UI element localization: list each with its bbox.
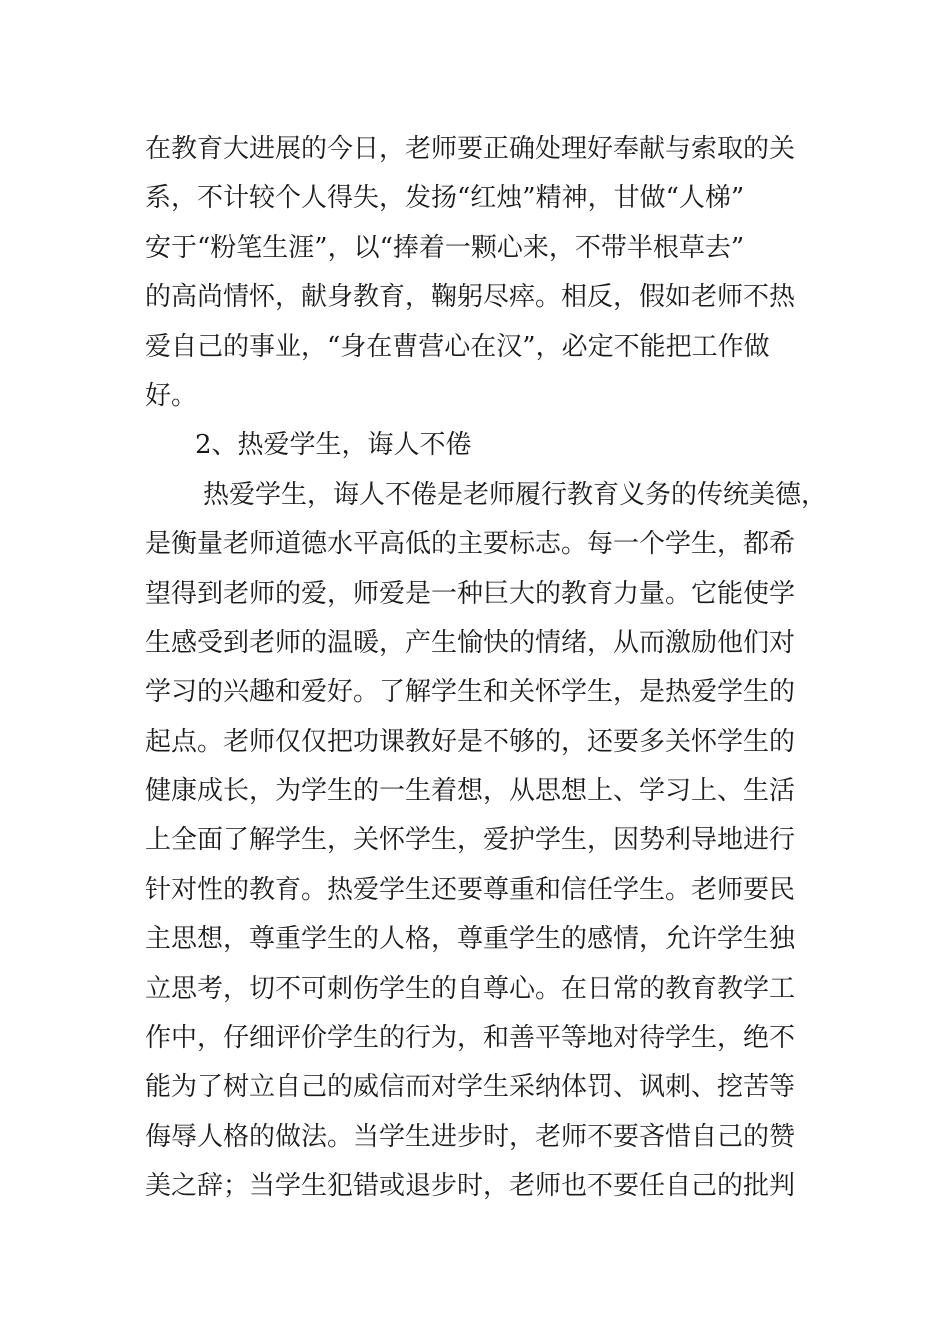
text-line: 的高尚情怀，献身教育，鞠躬尽瘁。相反，假如老师不热 (145, 282, 796, 313)
text-line: 望得到老师的爱，师爱是一种巨大的教育力量。它能使学 (145, 578, 796, 609)
text-line: 健康成长，为学生的一生着想，从思想上、学习上、生活 (145, 776, 796, 807)
text-line: 系，不计较个人得失，发扬“红烛”精神，甘做“人梯” (145, 183, 745, 214)
text-line: 主思想，尊重学生的人格，尊重学生的感情，允许学生独 (145, 924, 796, 955)
text-line: 热爱学生，诲人不倦是老师履行教育义务的传统美德， (203, 479, 828, 510)
text-line: 美之辞；当学生犯错或退步时，老师也不要任自己的批判 (145, 1171, 796, 1202)
text-line: 生感受到老师的温暖，产生愉快的情绪，从而激励他们对 (145, 627, 796, 658)
text-line: 针对性的教育。热爱学生还要尊重和信任学生。老师要民 (145, 874, 796, 905)
text-line: 起点。老师仅仅把功课教好是不够的，还要多关怀学生的 (145, 726, 796, 757)
text-line: 侮辱人格的做法。当学生进步时，老师不要吝惜自己的赞 (145, 1121, 796, 1152)
text-line: 爱自己的事业，“身在曹营心在汉”，必定不能把工作做 (145, 331, 770, 362)
text-line: 上全面了解学生，关怀学生，爱护学生，因势利导地进行 (145, 825, 796, 856)
text-line: 是衡量老师道德水平高低的主要标志。每一个学生，都希 (145, 529, 796, 560)
text-line: 作中，仔细评价学生的行为，和善平等地对待学生，绝不 (145, 1023, 796, 1054)
text-line: 在教育大进展的今日，老师要正确处理好奉献与索取的关 (145, 134, 796, 164)
text-line: 安于“粉笔生涯”，以“捧着一颗心来，不带半根草去” (145, 232, 745, 263)
text-line: 能为了树立自己的威信而对学生采纳体罚、讽刺、挖苦等 (145, 1072, 796, 1103)
text-line: 立思考，切不可刺伤学生的自尊心。在日常的教育教学工 (145, 973, 796, 1004)
text-line: 学习的兴趣和爱好。了解学生和关怀学生，是热爱学生的 (145, 677, 796, 708)
section-heading: 2、热爱学生，诲人不倦 (195, 430, 472, 461)
body-text (145, 125, 845, 1212)
text-line: 好。 (145, 380, 198, 411)
